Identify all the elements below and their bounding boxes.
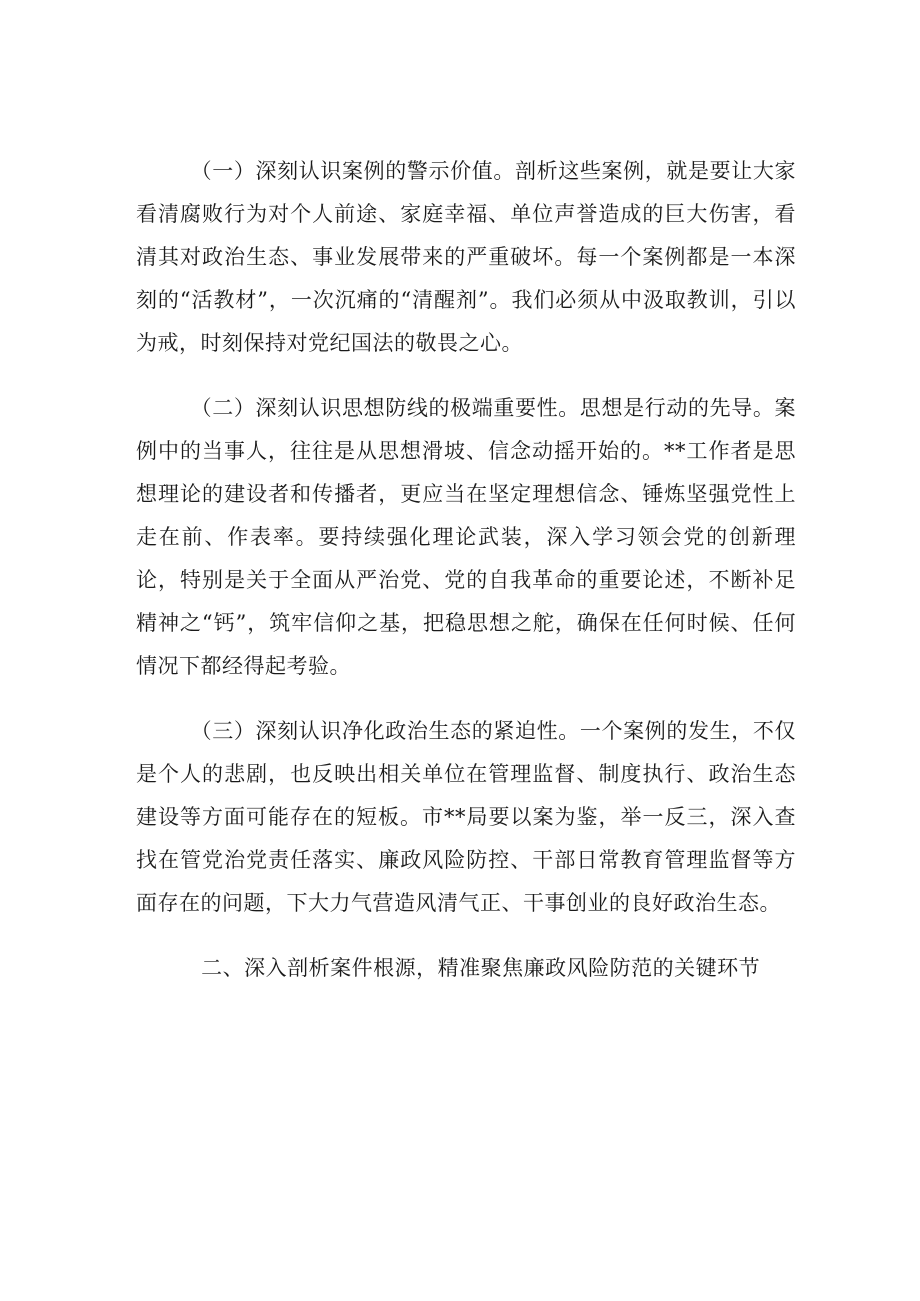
paragraph-ideological-defense: （二）深刻认识思想防线的极端重要性。思想是行动的先导。案例中的当事人，往往是从思想滑坡、信念动摇开始的。**工作者是思想理论的建设者和传播者，更应当在坚定理想信念、锤炼坚强党性上走在前、作表率。要持续强化理论武装，深入学习领会党的创新理论，特别是关于全面从严治党、党的自我革命的重要论述，不断补足精神之“钙”，筑牢信仰之基，把稳思想之舵，确保在任何时候、任何情况下都经得起考验。 bbox=[136, 396, 796, 678]
paragraph-political-ecology: （三）深刻认识净化政治生态的紧迫性。一个案例的发生，不仅是个人的悲剧，也反映出相关单位在管理监督、制度执行、政治生态建设等方面可能存在的短板。市**局要以案为鉴，举一反三，深入查找在管党治党责任落实、廉政风险防控、干部日常教育管理监督等方面存在的问题，下大力气营造风清气正、干事创业的良好政治生态。 bbox=[136, 719, 796, 915]
section-heading: 二、深入剖析案件根源，精准聚焦廉政风险防范的关键环节 bbox=[201, 956, 761, 980]
document-body bbox=[136, 150, 796, 990]
paragraph-warning-value: （一）深刻认识案例的警示价值。剖析这些案例，就是要让大家看清腐败行为对个人前途、家庭幸福、单位声誉造成的巨大伤害，看清其对政治生态、事业发展带来的严重破坏。每一个案例都是一本深刻的“活教材”，一次沉痛的“清醒剂”。我们必须从中汲取教训，引以为戒，时刻保持对党纪国法的敬畏之心。 bbox=[136, 159, 796, 355]
